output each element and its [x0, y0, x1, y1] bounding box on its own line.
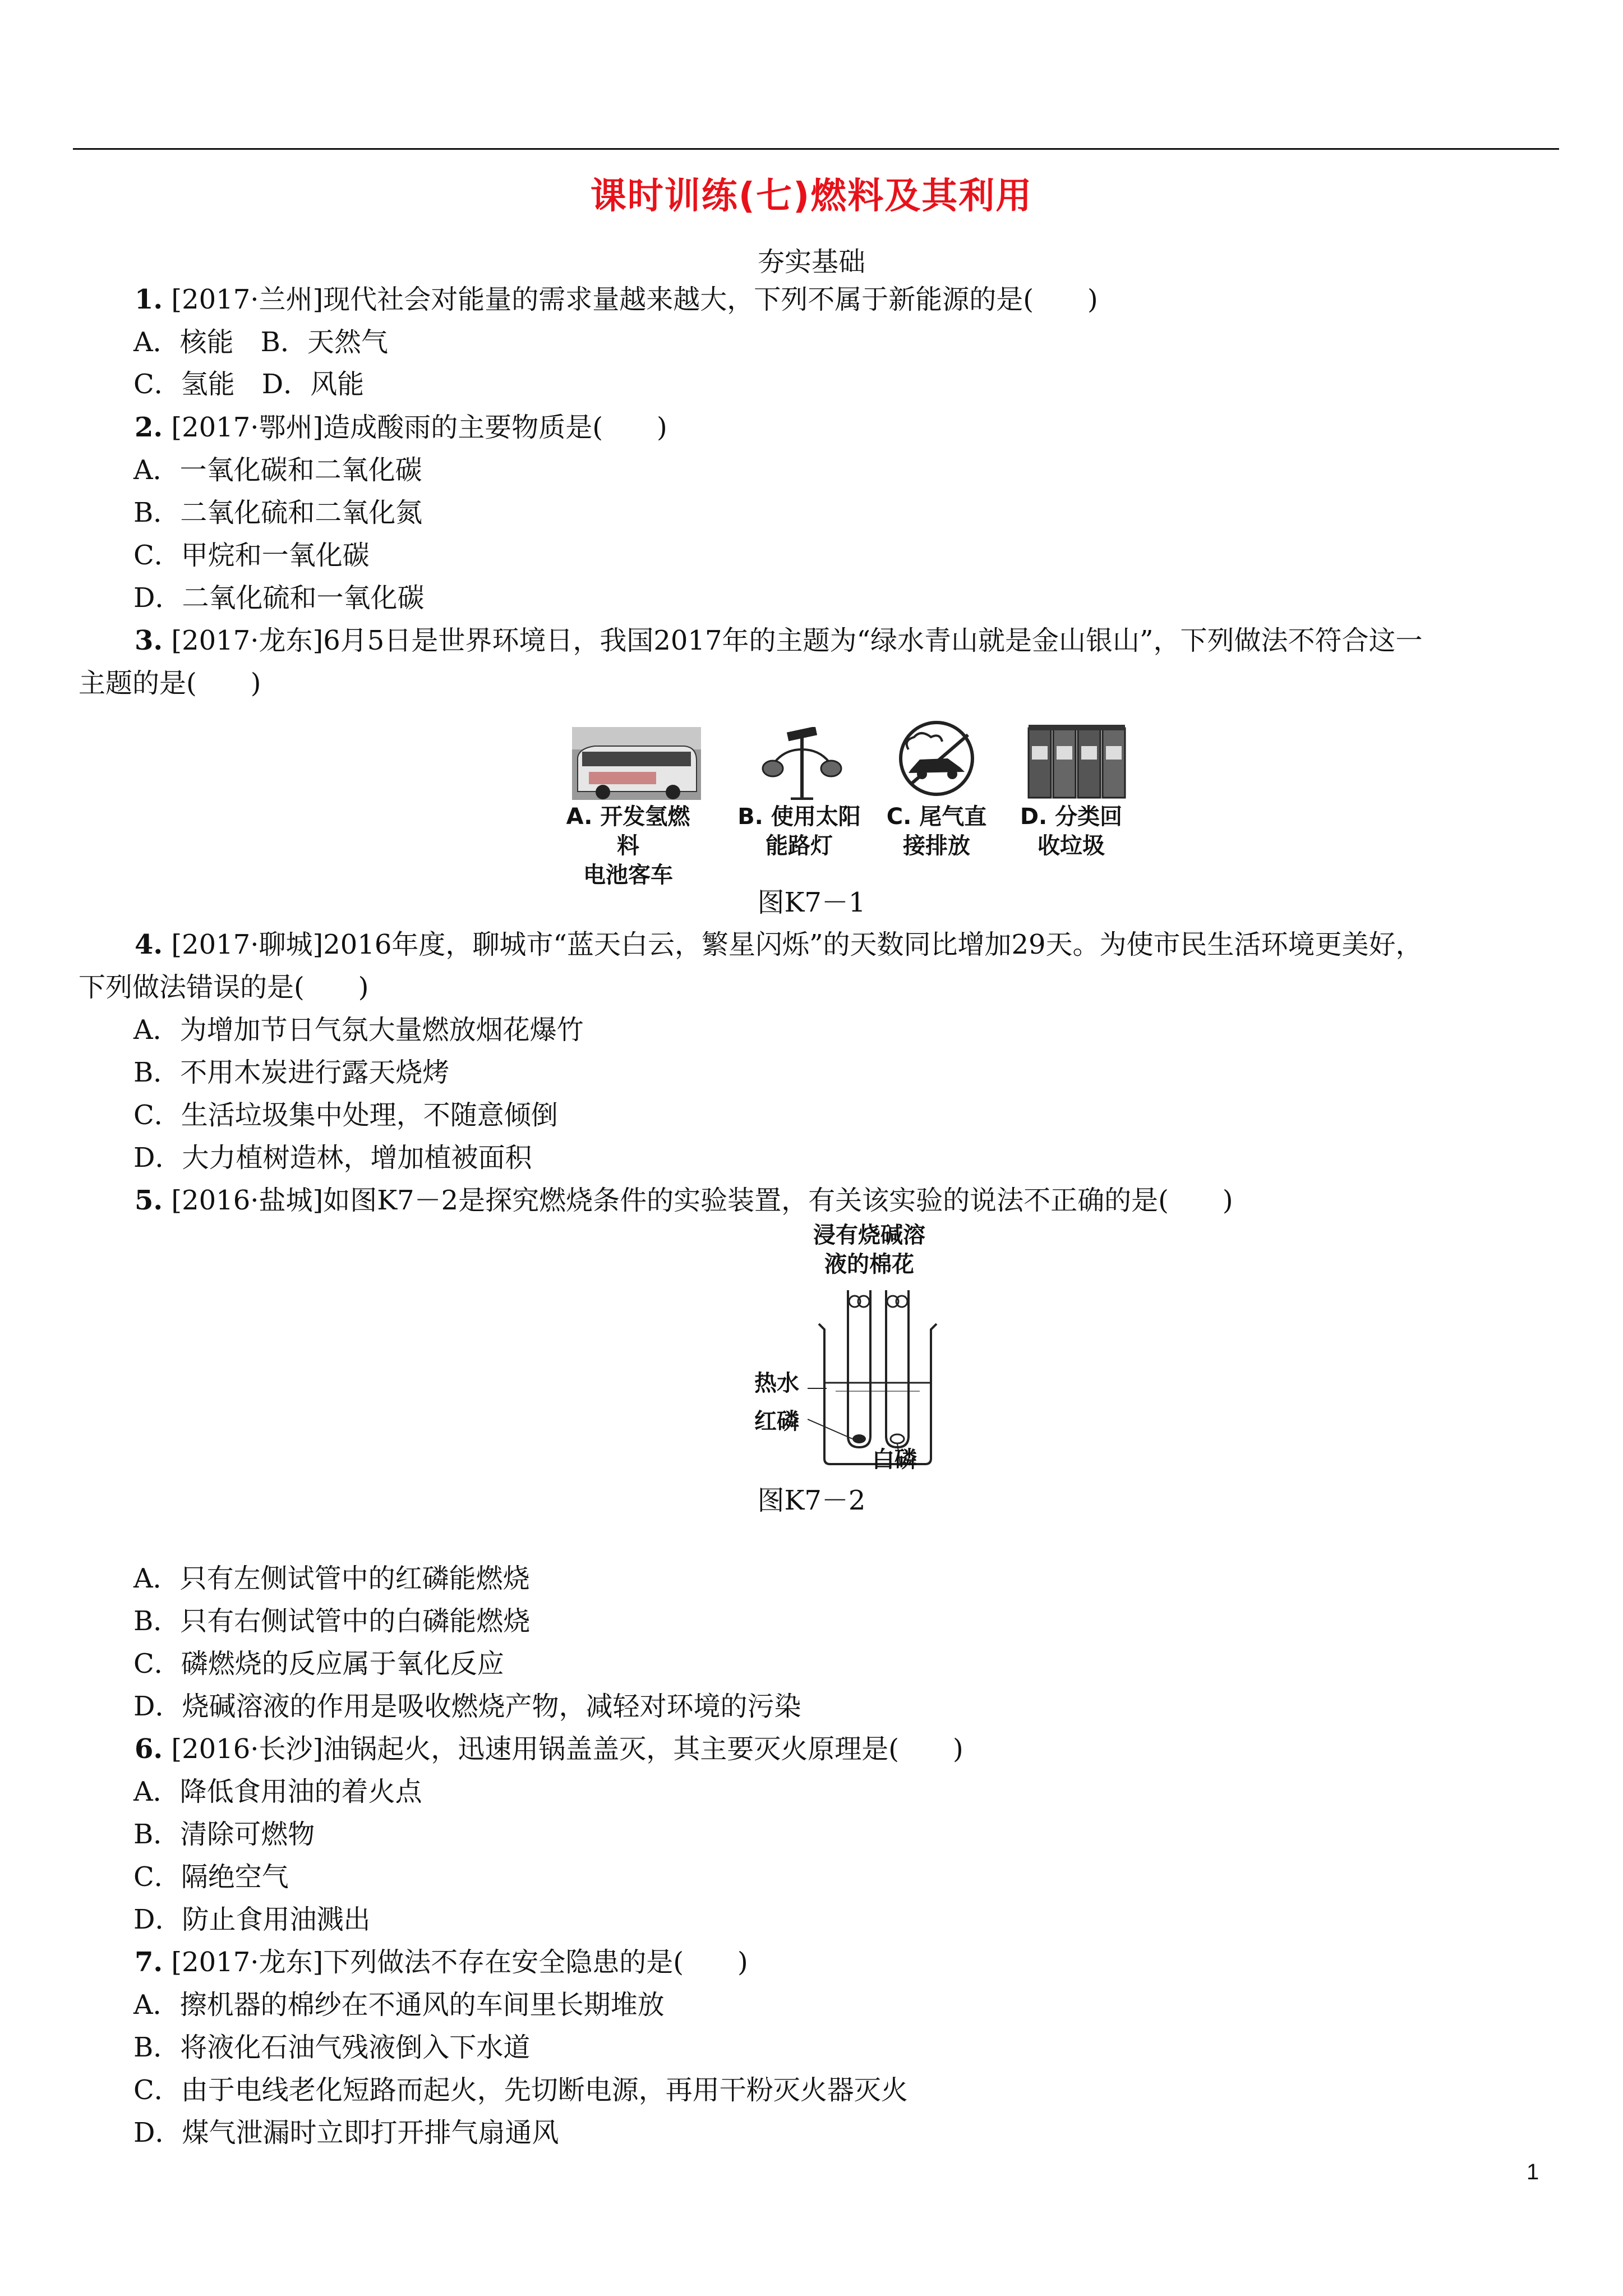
option-line: D．煤气泄漏时立即打开排气扇通风: [133, 2117, 559, 2148]
header-rule: [73, 148, 1559, 150]
label-cotton-line1: 浸有烧碱溶: [813, 1222, 925, 1248]
page-number: 1: [1527, 2160, 1539, 2184]
question-stem: [2016·长沙]油锅起火，迅速用锅盖盖灭，其主要灭火原理是( ): [171, 1733, 963, 1765]
option-line: A．一氧化碳和二氧化碳: [133, 454, 422, 486]
option-line: A．降低食用油的着火点: [133, 1776, 422, 1807]
option-line: B．只有右侧试管中的白磷能燃烧: [133, 1605, 531, 1637]
question-stem-continued: 主题的是( ): [79, 668, 261, 699]
question-stem: [2017·龙东]6月5日是世界环境日，我国2017年的主题为“绿水青山就是金山银山”，下列做法不符合这一: [171, 625, 1423, 656]
recycling-bins-icon: [1026, 724, 1127, 799]
question-number: 4.: [135, 929, 163, 960]
question-stem-continued: 下列做法错误的是( ): [79, 972, 369, 1003]
option-line: B．将液化石油气残液倒入下水道: [133, 2032, 531, 2063]
question-stem: [2017·兰州]现代社会对能量的需求量越来越大，下列不属于新能源的是( ): [171, 284, 1098, 315]
question-number: 7.: [135, 1947, 163, 1978]
label-white-phosphorus: 白磷: [872, 1447, 917, 1473]
question-3: [135, 624, 1423, 657]
option-line: A．只有左侧试管中的红磷能燃烧: [133, 1563, 530, 1594]
solar-street-lamp-icon: [751, 727, 852, 800]
option-line: A．核能 B．天然气: [133, 326, 388, 358]
question-number: 3.: [135, 625, 163, 656]
option-line: B．清除可燃物: [133, 1819, 315, 1850]
figure1-option-c: [875, 802, 998, 861]
figure1-option-b-line2: 能路灯: [766, 833, 833, 859]
question-number: 1.: [135, 284, 163, 315]
car-exhaust-icon: [886, 718, 987, 802]
label-cotton-line2: 液的棉花: [824, 1251, 914, 1277]
option-line: A．擦机器的棉纱在不通风的车间里长期堆放: [133, 1989, 665, 2021]
option-line: D．二氧化硫和一氧化碳: [133, 582, 425, 614]
question-stem: [2017·鄂州]造成酸雨的主要物质是( ): [171, 412, 667, 443]
question-4: [135, 928, 1423, 961]
figure1-option-b: [732, 802, 866, 861]
option-line: D．烧碱溶液的作用是吸收燃烧产物，减轻对环境的污染: [133, 1691, 801, 1722]
question-number: 5.: [135, 1185, 163, 1216]
option-line: C．甲烷和一氧化碳: [133, 540, 370, 571]
figure1-option-d: [1009, 802, 1133, 861]
figure1-option-a: [555, 802, 701, 890]
label-red-phosphorus: 红磷: [754, 1409, 799, 1434]
option-line: D．防止食用油溅出: [133, 1904, 371, 1935]
section-heading: 夯实基础: [757, 246, 865, 278]
figure1-option-c-line2: 接排放: [903, 833, 970, 859]
option-line: D．大力植树造林，增加植被面积: [133, 1142, 532, 1174]
option-line: A．为增加节日气氛大量燃放烟花爆竹: [133, 1014, 584, 1046]
option-line: C．生活垃圾集中处理，不随意倾倒: [133, 1099, 558, 1131]
label-cotton: [796, 1221, 942, 1279]
option-line: C．由于电线老化短路而起火，先切断电源，再用干粉灭火器灭火: [133, 2074, 908, 2106]
question-1: [135, 283, 1098, 316]
question-stem: [2017·龙东]下列做法不存在安全隐患的是( ): [171, 1947, 748, 1978]
question-number: 6.: [135, 1733, 163, 1765]
option-line: C．磷燃烧的反应属于氧化反应: [133, 1648, 504, 1680]
option-line: C．隔绝空气: [133, 1861, 289, 1893]
question-5: [135, 1184, 1233, 1217]
figure1-option-d-line2: 收垃圾: [1038, 833, 1105, 859]
combustion-apparatus-diagram: [808, 1279, 948, 1470]
question-6: [135, 1732, 963, 1766]
option-line: B．不用木炭进行露天烧烤: [133, 1057, 450, 1088]
figure1-option-c-line1: C. 尾气直: [886, 804, 987, 830]
question-7: [135, 1945, 748, 1979]
figure1-option-a-line2: 电池客车: [583, 862, 673, 888]
figure1-option-a-line1: A. 开发氢燃料: [566, 804, 690, 859]
option-line: C．氢能 D．风能: [133, 369, 365, 400]
figure1-option-b-line1: B. 使用太阳: [737, 804, 861, 830]
page-title: 课时训练(七)燃料及其利用: [590, 176, 1033, 217]
question-stem: [2016·盐城]如图K7－2是探究燃烧条件的实验装置，有关该实验的说法不正确的是( ): [171, 1185, 1233, 1216]
question-2: [135, 411, 667, 444]
figure1-option-d-line1: D. 分类回: [1020, 804, 1123, 830]
figure2-caption: 图K7－2: [757, 1485, 866, 1516]
figure1-caption: 图K7－1: [757, 887, 866, 918]
label-hot-water: 热水: [754, 1370, 799, 1396]
option-line: B．二氧化硫和二氧化氮: [133, 497, 423, 528]
question-stem: [2017·聊城]2016年度，聊城市“蓝天白云，繁星闪烁”的天数同比增加29天。为使市民生活环境更美好，: [171, 929, 1423, 960]
bus-photo: [572, 727, 701, 800]
question-number: 2.: [135, 412, 163, 443]
